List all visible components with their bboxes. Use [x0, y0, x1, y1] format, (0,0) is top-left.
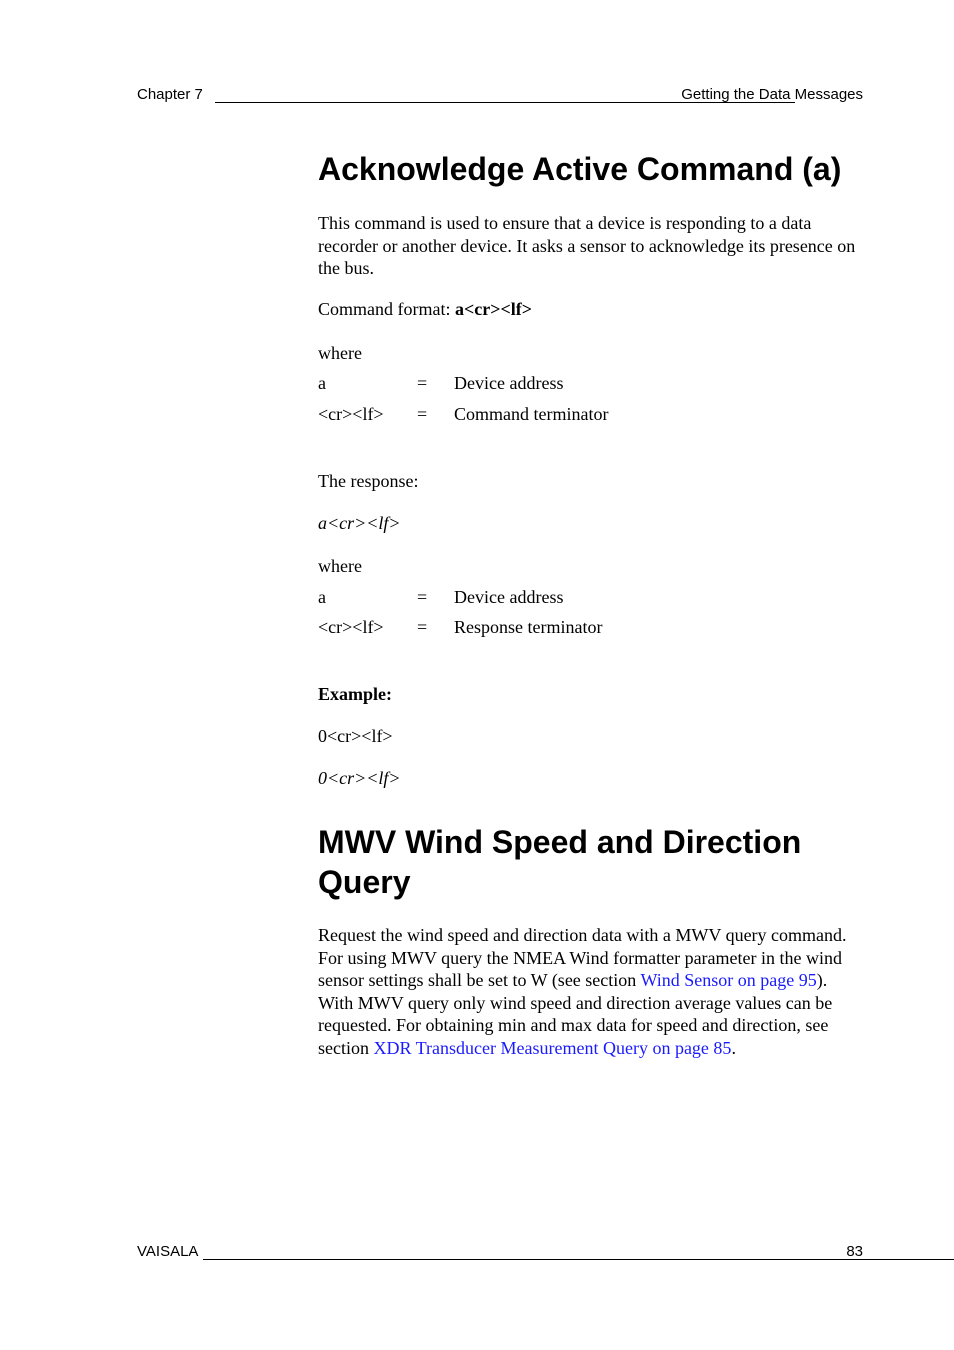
mwv-text: . [731, 1037, 736, 1058]
ack-heading: Acknowledge Active Command (a) [318, 151, 842, 187]
page-number: 83 [846, 1243, 863, 1260]
footer-rule [203, 1243, 954, 1260]
param-term: <cr><lf> [318, 617, 384, 637]
section-title: Getting the Data Messages [681, 86, 863, 103]
where-label: where [318, 556, 362, 576]
mwv-heading [318, 822, 801, 902]
example-command: 0<cr><lf> [318, 726, 393, 746]
mwv-text: ). With MWV query only wind speed and direction average values can be requested. For obtaining min and max data for speed and direction, see section [318, 970, 833, 1058]
command-format [318, 298, 863, 321]
response-value: a<cr><lf> [318, 513, 401, 533]
param-term: a [318, 373, 326, 393]
param-equals: = [417, 587, 428, 607]
ack-intro: This command is used to ensure that a device is responding to a data recorder or another device. It asks a sensor to acknowledge its presence on the bus. [318, 213, 856, 278]
param-desc: Device address [454, 373, 564, 393]
param-equals: = [417, 617, 428, 637]
param-desc: Device address [454, 587, 564, 607]
param-equals: = [417, 373, 428, 393]
param-term: <cr><lf> [318, 404, 384, 424]
chapter-label: Chapter 7 [137, 86, 203, 103]
command-format-label: Command format: [318, 299, 455, 319]
mwv-text: Request the wind speed and direction data with a MWV query command. For using MWV query the NMEA Wind formatter parameter in the wind sensor settings shall be set to W (see section [318, 925, 847, 990]
where-label: where [318, 343, 362, 363]
mwv-paragraph [318, 924, 863, 1059]
page-footer [137, 1243, 863, 1263]
response-label: The response: [318, 471, 419, 491]
xdr-query-link[interactable]: XDR Transducer Measurement Query on page 85 [373, 1037, 732, 1058]
company-name: VAISALA [137, 1243, 199, 1260]
mwv-heading-line1: MWV Wind Speed and Direction [318, 824, 802, 860]
param-desc: Command terminator [454, 404, 609, 424]
example-response: 0<cr><lf> [318, 768, 401, 788]
command-format-value: a<cr><lf> [454, 299, 532, 319]
wind-sensor-link[interactable]: Wind Sensor on page 95 [640, 970, 817, 990]
mwv-heading-line2: Query [318, 864, 411, 900]
param-equals: = [417, 404, 428, 424]
param-desc: Response terminator [454, 617, 603, 637]
param-term: a [318, 587, 326, 607]
page-header [137, 86, 863, 106]
example-label: Example: [318, 684, 392, 704]
